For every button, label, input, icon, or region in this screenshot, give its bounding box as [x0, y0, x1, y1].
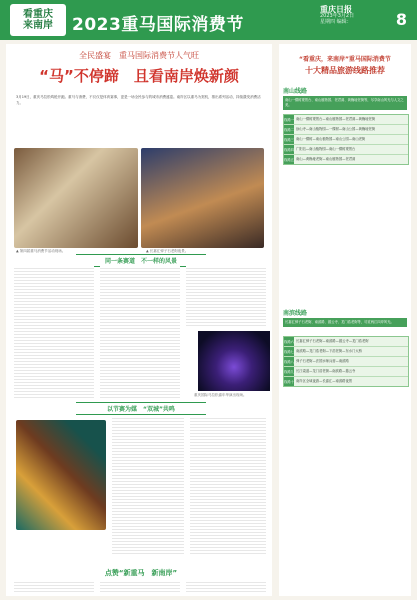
route-label: 线路五: [284, 155, 294, 164]
page-header: [0, 0, 417, 40]
route-text: 弹子石老街—法国水师兵营—南滨路: [296, 359, 349, 363]
text-column-4: [112, 416, 184, 556]
tag-line-2: 来南岸: [23, 20, 53, 31]
concert-caption: 重庆国际马拉松嘉年华演出现场。: [194, 393, 247, 397]
text-column-5: [190, 416, 266, 556]
route-row: [284, 347, 408, 357]
article-subtitle: 全民盛宴 重马国际消费节人气旺: [79, 51, 199, 60]
route-group-note-1: 南山一棵树观景台、南山植物园、老君洞、黄桷垭老街等，尽享南山风光与人文之美。: [283, 96, 407, 110]
text-column-3: [186, 266, 266, 328]
meta-line-1: 2023年3月2日: [320, 13, 355, 19]
street-photo: [14, 148, 138, 248]
article-lede: 3月19日，重庆马拉松鸣枪开跑。重马与消费，不仅仅是体育赛事，更是一场全民参与的城市消费盛宴。南岸区以重马为契机，推出系列活动，持续激发消费活力。: [16, 95, 261, 105]
route-group-note-2: 长嘉汇弹子石老街、南滨路、慈云寺、龙门浩老街等，尽览两江四岸风光。: [283, 318, 407, 327]
mosaic-art-photo: [16, 420, 106, 530]
column-tag: [10, 4, 66, 36]
route-text: 广阳岛—南山植物园—南山一棵树观景台: [296, 147, 356, 151]
route-group-title-2: 南滨线路: [283, 310, 308, 317]
route-text: 长嘉汇弹子石老街—南滨路—慈云寺—龙门浩老街: [296, 339, 369, 343]
tag-line-1: 看重庆: [23, 9, 53, 20]
page-banner-title: 2023重马国际消费节: [72, 15, 244, 35]
text-column-2: [100, 266, 180, 398]
route-row: [284, 125, 408, 135]
route-label: 线路八: [284, 357, 294, 366]
sidebar-subtitle: 十大精品旅游线路推荐: [305, 66, 385, 75]
route-text: 涂山寺—南山植物园—一棵树—南山公园—黄桷垭老街: [296, 127, 376, 131]
masthead-meta: [320, 7, 384, 25]
route-row: [284, 377, 408, 386]
route-label: 线路四: [284, 145, 294, 154]
route-row: [284, 367, 408, 377]
route-row: [284, 135, 408, 145]
route-label: 线路九: [284, 367, 294, 376]
sidebar-title: “看重庆，来南岸”重马国际消费节: [299, 56, 391, 63]
meta-line-2: 星期四 编辑：: [320, 19, 352, 25]
route-text: 南滨路—龙门浩老街—下浩老街—东水门大桥: [296, 349, 362, 353]
page-number: 8: [395, 10, 407, 29]
route-group-title-1: 南山线路: [283, 88, 308, 95]
article-headline: “马”不停蹄 且看南岸焕新颜: [39, 67, 239, 85]
section-heading-1: 同一条赛道 不一样的风景: [76, 254, 206, 267]
route-label: 线路六: [284, 337, 294, 346]
route-label: 线路七: [284, 347, 294, 356]
route-text: 南山一棵树观景台—南山植物园—老君洞—黄桷垭老街: [296, 117, 376, 121]
text-column-6: [14, 580, 94, 592]
route-label: 线路二: [284, 125, 294, 134]
route-row: [284, 115, 408, 125]
route-list-1: [283, 114, 409, 165]
newspaper-brand: 重庆日报: [320, 5, 352, 14]
photo-strip: [14, 148, 264, 248]
route-sidebar: [279, 44, 411, 596]
route-text: 南山—黄桷垭老街—南山植物园—老君洞: [296, 157, 356, 161]
bottom-section-title: 点赞“新重马 新南岸”: [104, 569, 178, 577]
route-label: 线路十: [284, 377, 294, 386]
route-text: 南山一棵树—南山植物园—南山公园—南山老街: [296, 137, 366, 141]
photo-caption-2: ▲ 长嘉汇弹子石老街夜景。: [146, 249, 189, 253]
text-column-1: [14, 266, 94, 398]
route-row: [284, 337, 408, 347]
route-label: 线路一: [284, 115, 294, 124]
route-row: [284, 357, 408, 367]
route-row: [284, 155, 408, 164]
section-heading-2: 以节赛为媒 “双城”共鸣: [76, 402, 206, 415]
main-article: [6, 44, 272, 596]
route-text: 南岸区全域夜游—长嘉汇—南滨路夜景: [296, 379, 353, 383]
route-label: 线路三: [284, 135, 294, 144]
night-view-photo: [141, 148, 265, 248]
text-column-8: [186, 580, 266, 592]
route-row: [284, 145, 408, 155]
route-list-2: [283, 336, 409, 387]
concert-photo: [198, 331, 270, 391]
photo-caption-1: ▲ 第四届重马消费节活动现场。: [16, 249, 66, 253]
text-column-7: [100, 580, 180, 592]
route-text: 长江索道—龙门浩老街—南滨路—慈云寺: [296, 369, 356, 373]
